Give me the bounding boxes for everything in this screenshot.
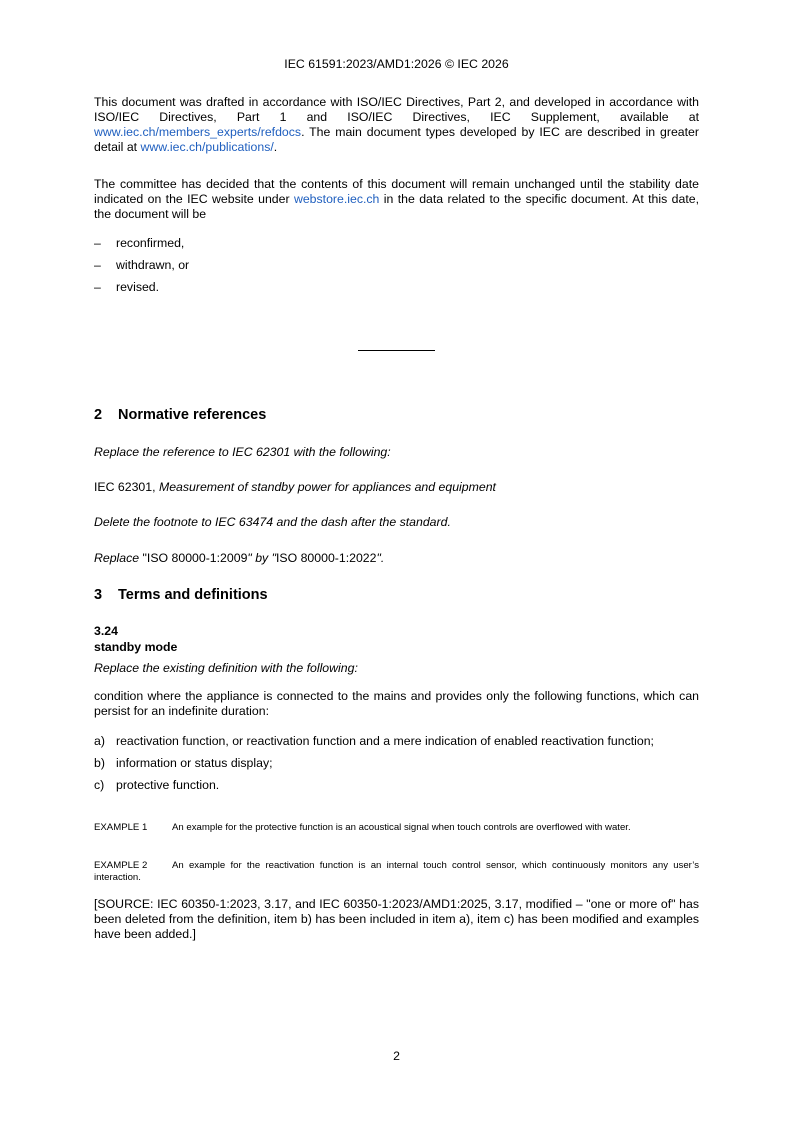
section-title: Normative references [118,407,267,423]
ref-title: Measurement of standby power for appliances and equipment [158,480,496,494]
definition-text: condition where the appliance is connected to the mains and provides only the following functions, which can persist for an indefinite duration: [94,689,699,718]
list-item-text: revised. [116,280,160,294]
term-entry [94,624,699,676]
list-item-text: reconfirmed, [116,236,185,250]
section-title: Terms and definitions [118,587,268,603]
dash-mark: – [94,258,101,272]
dash-mark: – [94,236,101,250]
intro-text-c: . [273,140,278,154]
webstore-link[interactable]: webstore.iec.ch [293,192,380,206]
list-item [94,280,699,295]
function-list [94,734,699,793]
refdocs-link[interactable]: www.iec.ch/members_experts/refdocs [94,125,302,139]
intro2-text-b: in the data related to the specific document. At this date, the document will be [94,192,700,221]
instruction-text: Replace the existing definition with the following: [94,661,358,675]
instruction-text: Replace the reference to IEC 62301 with the following: [94,445,391,459]
instruction-text: ". [376,551,385,565]
list-item-text: information or status display; [116,756,273,770]
list-marker: a) [94,734,105,748]
intro-text-b: . The main document types developed by IEC are described in greater detail at [94,125,699,154]
ref-designation: IEC 62301, [94,480,159,494]
list-marker: c) [94,778,105,792]
dash-mark: – [94,280,101,294]
section-number: 2 [94,407,103,423]
status-list [94,236,699,295]
section-3-heading [94,587,699,603]
instruction-text: " by " [247,551,276,565]
list-item-text: reactivation function, or reactivation function and a mere indication of enabled reactivation function; [116,734,654,748]
publications-link[interactable]: www.iec.ch/publications/ [140,140,274,154]
source-note [94,897,699,942]
example-label: EXAMPLE 2 [94,860,148,871]
example-text: An example for the reactivation function is an internal touch control sensor, which continuously monitors any user’s interaction. [94,860,699,883]
section-number: 3 [94,587,103,603]
instruction-delete-footnote [94,515,699,530]
list-item-text: protective function. [116,778,220,792]
page-header: IEC 61591:2023/AMD1:2026 © IEC 2026 [284,57,509,71]
list-item [94,258,699,273]
intro-paragraph-2 [94,177,699,222]
old-reference: "ISO 80000-1:2009 [142,551,248,565]
instruction-text: Replace [94,551,143,565]
section-2-heading [94,407,699,423]
list-marker: b) [94,756,105,770]
normative-reference [94,480,699,495]
example-1 [94,822,699,834]
list-item [94,734,699,749]
instruction-text: Delete the footnote to IEC 63474 and the dash after the standard. [94,515,451,529]
example-text: An example for the protective function is an acoustical signal when touch controls are overflowed with water. [172,822,631,833]
list-item [94,236,699,251]
page-number: 2 [393,1049,400,1063]
separator-line [358,350,435,351]
example-2 [94,860,699,884]
intro-text-a: This document was drafted in accordance with ISO/IEC Directives, Part 2, and developed in accordance with ISO/IEC Directives, Part 1 and ISO/IEC Directives, IEC Supplement, available at [94,95,699,124]
list-item-text: withdrawn, or [116,258,190,272]
new-reference: ISO 80000-1:2022 [275,551,377,565]
instruction-replace-ref [94,445,699,460]
term-number: 3.24 [94,624,118,638]
term-name: standby mode [94,640,178,654]
list-item [94,756,699,771]
intro2-text-a: The committee has decided that the contents of this document will remain unchanged until the stability date indicated on the IEC website under [94,177,699,206]
intro-paragraph-1 [94,95,699,155]
term-definition [94,689,699,719]
instruction-replace-iso [94,551,699,566]
list-item [94,778,699,793]
source-text: [SOURCE: IEC 60350-1:2023, 3.17, and IEC 60350-1:2023/AMD1:2025, 3.17, modified – "one or more of" has been deleted from the definition, item b) has been included in item a), item c) has been modified and examples have been added.] [94,897,699,941]
example-label: EXAMPLE 1 [94,822,148,833]
